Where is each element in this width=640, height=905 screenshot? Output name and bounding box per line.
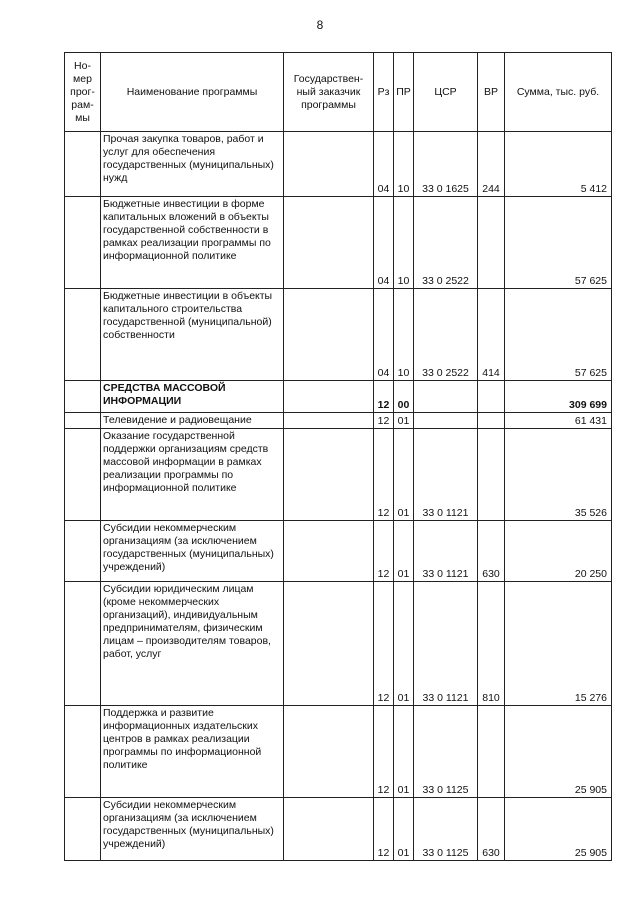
cell-pr: 10 xyxy=(394,289,414,381)
cell-rz: 12 xyxy=(374,413,394,429)
table-row xyxy=(65,289,612,381)
cell-rz: 12 xyxy=(374,429,394,521)
cell-rz: 12 xyxy=(374,521,394,582)
cell-pr: 00 xyxy=(394,381,414,413)
cell-name: Бюджетные инвестиции в форме капитальных вложений в объекты государственной собственности в рамках реализации программы по информационной политике xyxy=(101,197,284,289)
cell-vr: 630 xyxy=(478,521,505,582)
page-number: 8 xyxy=(316,18,324,32)
cell-csr: 33 0 1625 xyxy=(414,132,478,197)
table-row xyxy=(65,413,612,429)
cell-rz: 12 xyxy=(374,798,394,861)
cell-rz: 04 xyxy=(374,132,394,197)
table-row xyxy=(65,381,612,413)
table-row xyxy=(65,706,612,798)
cell-num xyxy=(65,413,101,429)
cell-csr xyxy=(414,413,478,429)
cell-sum: 15 276 xyxy=(505,582,612,706)
cell-csr: 33 0 1121 xyxy=(414,582,478,706)
cell-name: Субсидии юридическим лицам (кроме некоммерческих организаций), индивидуальным предпринимателям, физическим лицам – производителям товаров, работ, услуг xyxy=(101,582,284,706)
cell-pr: 01 xyxy=(394,521,414,582)
cell-pr: 10 xyxy=(394,197,414,289)
cell-pr: 10 xyxy=(394,132,414,197)
cell-pr: 01 xyxy=(394,798,414,861)
cell-pr: 01 xyxy=(394,706,414,798)
table-row xyxy=(65,132,612,197)
cell-sum: 57 625 xyxy=(505,197,612,289)
cell-csr: 33 0 1121 xyxy=(414,521,478,582)
header-program-name: Наименование программы xyxy=(101,53,284,132)
cell-sum: 61 431 xyxy=(505,413,612,429)
budget-table xyxy=(64,52,612,861)
table-row xyxy=(65,798,612,861)
cell-rz: 04 xyxy=(374,197,394,289)
cell-name: Бюджетные инвестиции в объекты капитального строительства государственной (муниципальной) собственности xyxy=(101,289,284,381)
cell-csr: 33 0 1121 xyxy=(414,429,478,521)
cell-customer xyxy=(284,429,374,521)
cell-vr xyxy=(478,197,505,289)
cell-customer xyxy=(284,289,374,381)
header-state-customer: Государствен-ный заказчик программы xyxy=(284,53,374,132)
table-row xyxy=(65,582,612,706)
cell-sum: 20 250 xyxy=(505,521,612,582)
cell-vr xyxy=(478,429,505,521)
cell-num xyxy=(65,521,101,582)
cell-sum: 57 625 xyxy=(505,289,612,381)
cell-num xyxy=(65,798,101,861)
table-row xyxy=(65,197,612,289)
cell-name: Оказание государственной поддержки организациям средств массовой информации в рамках реализации программы по информационной политике xyxy=(101,429,284,521)
cell-num xyxy=(65,381,101,413)
cell-sum: 5 412 xyxy=(505,132,612,197)
cell-customer xyxy=(284,521,374,582)
cell-num xyxy=(65,197,101,289)
cell-sum: 309 699 xyxy=(505,381,612,413)
cell-sum: 35 526 xyxy=(505,429,612,521)
cell-customer xyxy=(284,798,374,861)
cell-csr xyxy=(414,381,478,413)
table-row xyxy=(65,521,612,582)
cell-csr: 33 0 2522 xyxy=(414,289,478,381)
cell-vr: 414 xyxy=(478,289,505,381)
cell-num xyxy=(65,582,101,706)
cell-rz: 04 xyxy=(374,289,394,381)
cell-csr: 33 0 2522 xyxy=(414,197,478,289)
header-rz: Рз xyxy=(374,53,394,132)
cell-sum: 25 905 xyxy=(505,706,612,798)
cell-pr: 01 xyxy=(394,413,414,429)
cell-customer xyxy=(284,132,374,197)
cell-customer xyxy=(284,413,374,429)
header-vr: ВР xyxy=(478,53,505,132)
cell-vr xyxy=(478,413,505,429)
cell-customer xyxy=(284,197,374,289)
cell-name: Субсидии некоммерческим организациям (за исключением государственных (муниципальных) учреждений) xyxy=(101,798,284,861)
cell-csr: 33 0 1125 xyxy=(414,798,478,861)
table-row xyxy=(65,429,612,521)
cell-vr xyxy=(478,706,505,798)
cell-name: Субсидии некоммерческим организациям (за исключением государственных (муниципальных) учреждений) xyxy=(101,521,284,582)
cell-rz: 12 xyxy=(374,582,394,706)
cell-name: Телевидение и радиовещание xyxy=(101,413,284,429)
cell-num xyxy=(65,706,101,798)
cell-num xyxy=(65,132,101,197)
header-pr: ПР xyxy=(394,53,414,132)
cell-vr: 630 xyxy=(478,798,505,861)
cell-customer xyxy=(284,706,374,798)
cell-num xyxy=(65,289,101,381)
cell-customer xyxy=(284,381,374,413)
cell-rz: 12 xyxy=(374,381,394,413)
table-header-row xyxy=(65,53,612,132)
cell-vr: 810 xyxy=(478,582,505,706)
cell-pr: 01 xyxy=(394,429,414,521)
cell-num xyxy=(65,429,101,521)
cell-vr: 244 xyxy=(478,132,505,197)
header-program-number: Но-мер прог-рам-мы xyxy=(65,53,101,132)
cell-name: Прочая закупка товаров, работ и услуг для обеспечения государственных (муниципальных) нужд xyxy=(101,132,284,197)
cell-vr xyxy=(478,381,505,413)
cell-pr: 01 xyxy=(394,582,414,706)
cell-rz: 12 xyxy=(374,706,394,798)
cell-csr: 33 0 1125 xyxy=(414,706,478,798)
cell-name: Поддержка и развитие информационных издательских центров в рамках реализации программы по информационной политике xyxy=(101,706,284,798)
header-csr: ЦСР xyxy=(414,53,478,132)
cell-sum: 25 905 xyxy=(505,798,612,861)
cell-name: СРЕДСТВА МАССОВОЙ ИНФОРМАЦИИ xyxy=(101,381,284,413)
cell-customer xyxy=(284,582,374,706)
header-sum: Сумма, тыс. руб. xyxy=(505,53,612,132)
